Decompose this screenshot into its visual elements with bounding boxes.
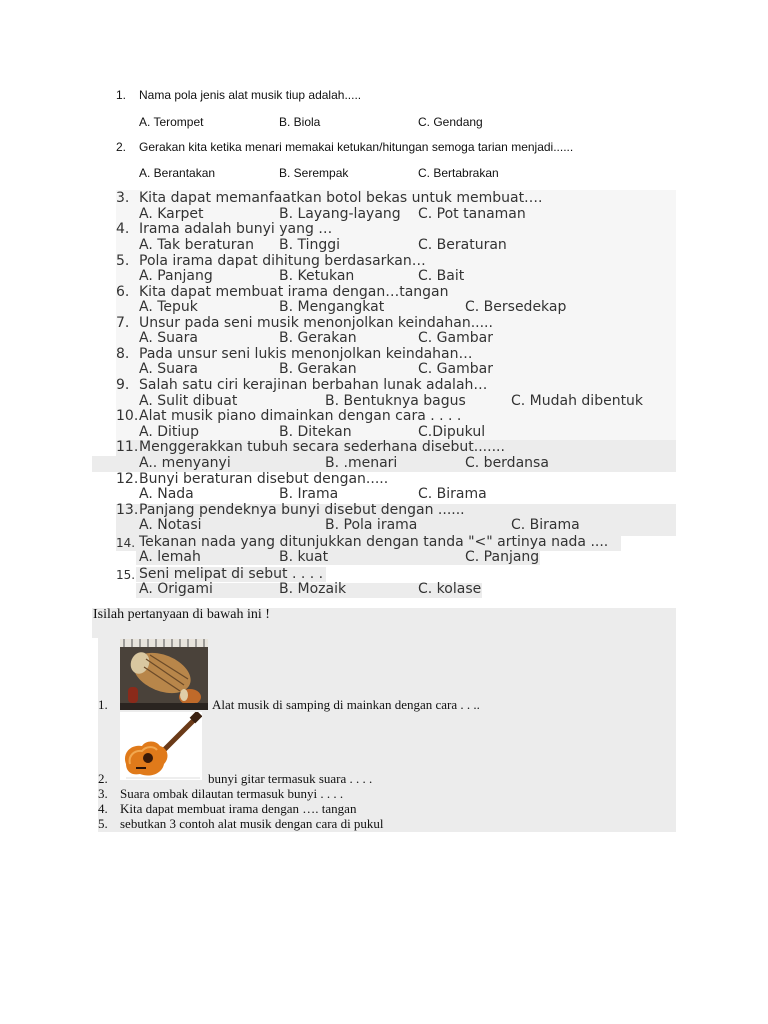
option-a: A. Tak beraturan bbox=[139, 237, 255, 253]
option-b: B. Bentuknya bagus bbox=[325, 393, 466, 409]
question-number: 1. bbox=[116, 88, 127, 102]
option-b: B. Biola bbox=[279, 115, 321, 129]
option-a: A. Nada bbox=[139, 486, 194, 502]
question-number: 8. bbox=[116, 346, 130, 362]
option-b: B. Gerakan bbox=[279, 330, 357, 346]
question-number: 6. bbox=[116, 284, 130, 300]
essay-text: Kita dapat membuat irama dengan …. tangan bbox=[120, 801, 357, 816]
option-c: C. Gendang bbox=[418, 115, 483, 129]
question-text: Alat musik piano dimainkan dengan cara . . . . bbox=[139, 408, 462, 424]
option-a: A. Terompet bbox=[139, 115, 204, 129]
question-text: Unsur pada seni musik menonjolkan keindahan..... bbox=[139, 315, 493, 331]
option-c: C. Bertabrakan bbox=[418, 166, 499, 180]
essay-number: 5. bbox=[98, 816, 108, 831]
question-number: 5. bbox=[116, 253, 130, 269]
question-number: 10. bbox=[116, 408, 139, 424]
question-number: 15. bbox=[116, 568, 136, 582]
option-b: B. Layang-layang bbox=[279, 206, 401, 222]
question-text: Bunyi beraturan disebut dengan..... bbox=[139, 471, 389, 487]
question-text: Gerakan kita ketika menari memakai ketukan/hitungan semoga tarian menjadi...... bbox=[139, 140, 574, 154]
question-text: Menggerakkan tubuh secara sederhana disebut....... bbox=[139, 439, 505, 455]
option-c: C. Bersedekap bbox=[465, 299, 567, 315]
question-text: Pada unsur seni lukis menonjolkan keindahan… bbox=[139, 346, 473, 362]
option-c: C. Pot tanaman bbox=[418, 206, 526, 222]
essay-number: 4. bbox=[98, 801, 108, 816]
option-a: A. Tepuk bbox=[139, 299, 198, 315]
question-number: 4. bbox=[116, 221, 130, 237]
option-b: B. Gerakan bbox=[279, 361, 357, 377]
option-c: C. berdansa bbox=[465, 455, 549, 471]
question-number: 13. bbox=[116, 502, 139, 518]
option-b: B. Mengangkat bbox=[279, 299, 385, 315]
question-number: 2. bbox=[116, 140, 127, 154]
option-a: A. Ditiup bbox=[139, 424, 200, 440]
option-a: A. Panjang bbox=[139, 268, 213, 284]
option-c: C. Beraturan bbox=[418, 237, 507, 253]
question-text: Kita dapat membuat irama dengan…tangan bbox=[139, 284, 449, 300]
essay-number: 3. bbox=[98, 786, 108, 801]
option-a: A. Notasi bbox=[139, 517, 202, 533]
option-a: A. Suara bbox=[139, 361, 198, 377]
option-c: C. Bait bbox=[418, 268, 465, 284]
essay-number: 2. bbox=[98, 771, 108, 786]
option-b: B. kuat bbox=[279, 549, 329, 565]
option-a: A. Berantakan bbox=[139, 166, 216, 180]
essay-text: sebutkan 3 contoh alat musik dengan cara di pukul bbox=[120, 816, 384, 831]
question-number: 3. bbox=[116, 190, 130, 206]
essay-heading: Isilah pertanyaan di bawah ini ! bbox=[93, 607, 270, 622]
question-text: Tekanan nada yang ditunjukkan dengan tanda "<" artinya nada .... bbox=[139, 534, 609, 550]
guitar-image bbox=[120, 712, 202, 780]
essay-text: Alat musik di samping di mainkan dengan cara . . .. bbox=[212, 697, 480, 712]
option-c: C. Birama bbox=[418, 486, 487, 502]
option-a: A. Karpet bbox=[139, 206, 204, 222]
option-b: B. Tinggi bbox=[279, 237, 341, 253]
option-c: C. Panjang bbox=[465, 549, 540, 565]
question-text: Salah satu ciri kerajinan berbahan lunak adalah… bbox=[139, 377, 488, 393]
kendang-drum-image bbox=[120, 639, 208, 710]
question-text: Irama adalah bunyi yang … bbox=[139, 221, 333, 237]
essay-text: bunyi gitar termasuk suara . . . . bbox=[208, 771, 373, 786]
option-a: A.. menyanyi bbox=[139, 455, 231, 471]
essay-number: 1. bbox=[98, 697, 108, 712]
option-a: A. Origami bbox=[139, 581, 213, 597]
option-c: C. Gambar bbox=[418, 330, 493, 346]
question-text: Panjang pendeknya bunyi disebut dengan ...... bbox=[139, 502, 465, 518]
question-text: Seni melipat di sebut . . . . bbox=[139, 566, 324, 582]
option-a: A. lemah bbox=[139, 549, 201, 565]
option-b: B. Ditekan bbox=[279, 424, 352, 440]
question-text: Pola irama dapat dihitung berdasarkan… bbox=[139, 253, 426, 269]
question-number: 7. bbox=[116, 315, 130, 331]
option-b: B. Mozaik bbox=[279, 581, 347, 597]
question-number: 11. bbox=[116, 439, 139, 455]
option-c: C.Dipukul bbox=[418, 424, 486, 440]
option-b: B. Pola irama bbox=[325, 517, 418, 533]
option-c: C. Birama bbox=[511, 517, 580, 533]
question-number: 9. bbox=[116, 377, 130, 393]
question-number: 12. bbox=[116, 471, 139, 487]
question-number: 14. bbox=[116, 536, 136, 550]
option-c: C. Mudah dibentuk bbox=[511, 393, 644, 409]
option-a: A. Suara bbox=[139, 330, 198, 346]
option-c: C. kolase bbox=[418, 581, 482, 597]
question-text: Nama pola jenis alat musik tiup adalah..... bbox=[139, 88, 362, 102]
option-b: B. Ketukan bbox=[279, 268, 355, 284]
question-text: Kita dapat memanfaatkan botol bekas untuk membuat…. bbox=[139, 190, 543, 206]
option-b: B. Irama bbox=[279, 486, 339, 502]
option-b: B. .menari bbox=[325, 455, 398, 471]
option-b: B. Serempak bbox=[279, 166, 349, 180]
option-c: C. Gambar bbox=[418, 361, 493, 377]
essay-text: Suara ombak dilautan termasuk bunyi . . . . bbox=[120, 786, 344, 801]
option-a: A. Sulit dibuat bbox=[139, 393, 238, 409]
